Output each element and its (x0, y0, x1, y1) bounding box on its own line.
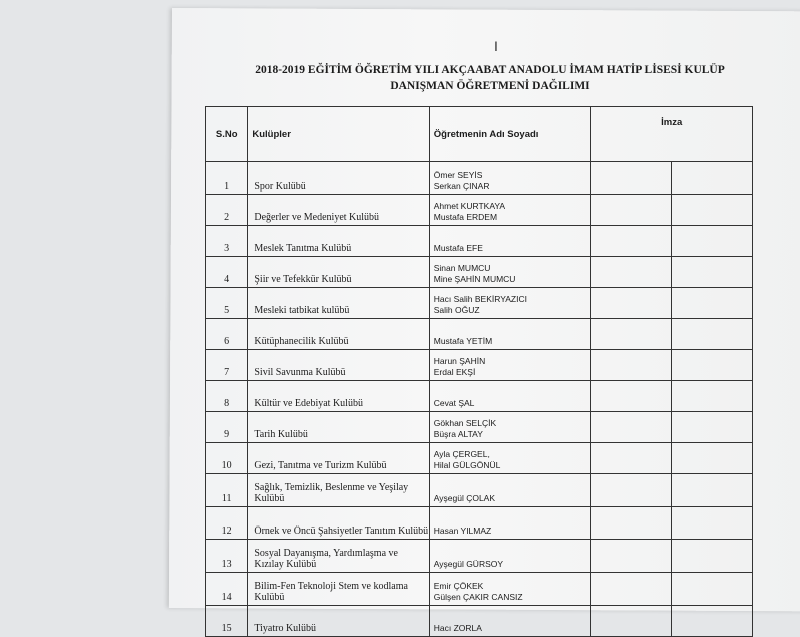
row-number: 2 (206, 195, 248, 226)
club-name: Sağlık, Temizlik, Beslenme ve Yeşilay Kulübü (248, 474, 429, 507)
teacher-name: Sinan MUMCU (433, 263, 491, 273)
teacher-name: Büşra ALTAY (433, 429, 483, 439)
signature-cell-2 (672, 412, 753, 443)
signature-cell-1 (591, 226, 672, 257)
teacher-names (429, 474, 591, 507)
signature-cell-1 (591, 381, 672, 412)
signature-cell-2 (672, 257, 753, 288)
signature-cell-1 (591, 162, 672, 195)
table-row (206, 226, 753, 257)
signature-cell-1 (591, 474, 672, 507)
row-number: 7 (206, 350, 248, 381)
teacher-name: Ayşegül ÇOLAK (433, 493, 496, 503)
table-row (206, 412, 753, 443)
row-number: 15 (206, 606, 248, 637)
document-title (230, 62, 750, 94)
teacher-names (429, 606, 591, 637)
teacher-name: Serkan ÇINAR (433, 181, 490, 191)
header-sno: S.No (206, 107, 248, 162)
teacher-name: Ayla ÇERGEL, (433, 449, 490, 459)
signature-cell-2 (672, 573, 753, 606)
signature-cell-2 (672, 381, 753, 412)
signature-cell-2 (672, 474, 753, 507)
title-line-1: 2018-2019 EĞİTİM ÖĞRETİM YILI AKÇAABAT ANADOLU İMAM HATİP LİSESİ KULÜP (255, 64, 725, 76)
signature-cell-2 (672, 507, 753, 540)
signature-cell-1 (591, 412, 672, 443)
signature-cell-1 (591, 319, 672, 350)
table-row (206, 162, 753, 195)
table-row (206, 540, 753, 573)
signature-cell-2 (672, 162, 753, 195)
row-number: 10 (206, 443, 248, 474)
signature-cell-1 (591, 288, 672, 319)
row-number: 4 (206, 257, 248, 288)
teacher-name: Mustafa ERDEM (433, 212, 498, 222)
signature-cell-1 (591, 443, 672, 474)
teacher-name: Emir ÇÖKEK (433, 581, 484, 591)
teacher-names (429, 540, 591, 573)
teacher-name: Salih OĞUZ (433, 305, 480, 315)
club-name: Tarih Kulübü (248, 412, 429, 443)
signature-cell-2 (672, 226, 753, 257)
table-row (206, 474, 753, 507)
header-sign: İmza (591, 107, 753, 162)
table-row (206, 319, 753, 350)
teacher-names (429, 226, 591, 257)
teacher-name: Hacı ZORLA (433, 623, 482, 633)
teacher-names (429, 573, 591, 606)
signature-cell-2 (672, 540, 753, 573)
row-number: 8 (206, 381, 248, 412)
signature-cell-1 (591, 606, 672, 637)
row-number: 14 (206, 573, 248, 606)
teacher-names (429, 443, 591, 474)
club-name: Gezi, Tanıtma ve Turizm Kulübü (248, 443, 429, 474)
table-row (206, 257, 753, 288)
signature-cell-2 (672, 443, 753, 474)
club-name: Şiir ve Tefekkür Kulübü (248, 257, 429, 288)
club-name: Mesleki tatbikat kulübü (248, 288, 429, 319)
table-row (206, 288, 753, 319)
teacher-name: Harun ŞAHİN (433, 356, 486, 366)
signature-cell-2 (672, 350, 753, 381)
signature-cell-1 (591, 257, 672, 288)
row-number: 12 (206, 507, 248, 540)
table-row (206, 381, 753, 412)
teacher-name: Mustafa YETİM (433, 336, 493, 346)
club-name: Bilim-Fen Teknoloji Stem ve kodlama Kulübü (248, 573, 429, 606)
title-line-2: DANIŞMAN ÖĞRETMENİ DAĞILIMI (390, 80, 590, 92)
club-name: Değerler ve Medeniyet Kulübü (248, 195, 429, 226)
row-number: 1 (206, 162, 248, 195)
table-row (206, 507, 753, 540)
signature-cell-1 (591, 573, 672, 606)
club-name: Sosyal Dayanışma, Yardımlaşma ve Kızılay Kulübü (248, 540, 429, 573)
teacher-name: Hacı Salih BEKİRYAZICI (433, 294, 527, 304)
club-name: Kütüphanecilik Kulübü (248, 319, 429, 350)
teacher-names (429, 507, 591, 540)
club-name: Sivil Savunma Kulübü (248, 350, 429, 381)
teacher-names (429, 412, 591, 443)
teacher-name: Hilal GÜLGÖNÜL (433, 460, 501, 470)
teacher-names (429, 381, 591, 412)
teacher-name: Ayşegül GÜRSOY (433, 559, 504, 569)
teacher-names (429, 257, 591, 288)
teacher-name: Mustafa EFE (433, 243, 483, 253)
header-teacher: Öğretmenin Adı Soyadı (429, 107, 591, 162)
club-name: Tiyatro Kulübü (248, 606, 429, 637)
table-row (206, 195, 753, 226)
club-name: Kültür ve Edebiyat Kulübü (248, 381, 429, 412)
signature-cell-1 (591, 507, 672, 540)
teacher-name: Hasan YILMAZ (433, 526, 492, 536)
club-table (205, 106, 753, 637)
row-number: 5 (206, 288, 248, 319)
signature-cell-2 (672, 288, 753, 319)
table-row (206, 443, 753, 474)
signature-cell-1 (591, 350, 672, 381)
table-row (206, 350, 753, 381)
club-name: Örnek ve Öncü Şahsiyetler Tanıtım Kulübü (248, 507, 429, 540)
teacher-name: Cevat ŞAL (433, 398, 475, 408)
header-club: Kulüpler (248, 107, 429, 162)
signature-cell-2 (672, 195, 753, 226)
teacher-name: Mine ŞAHİN MUMCU (433, 274, 516, 284)
row-number: 6 (206, 319, 248, 350)
teacher-name: Ömer SEYİS (433, 170, 483, 180)
row-number: 3 (206, 226, 248, 257)
row-number: 11 (206, 474, 248, 507)
row-number: 13 (206, 540, 248, 573)
teacher-names (429, 162, 591, 195)
signature-cell-1 (591, 540, 672, 573)
teacher-names (429, 195, 591, 226)
row-number: 9 (206, 412, 248, 443)
teacher-name: Ahmet KURTKAYA (433, 201, 506, 211)
page-mark: I (494, 38, 498, 54)
teacher-name: Erdal EKŞİ (433, 367, 476, 377)
signature-cell-2 (672, 319, 753, 350)
table-row (206, 573, 753, 606)
club-name: Meslek Tanıtma Kulübü (248, 226, 429, 257)
teacher-names (429, 350, 591, 381)
teacher-name: Gökhan SELÇİK (433, 418, 497, 428)
table-row (206, 606, 753, 637)
header-row (206, 107, 753, 162)
signature-cell-2 (672, 606, 753, 637)
teacher-names (429, 288, 591, 319)
teacher-name: Gülşen ÇAKIR CANSIZ (433, 592, 523, 602)
signature-cell-1 (591, 195, 672, 226)
teacher-names (429, 319, 591, 350)
club-name: Spor Kulübü (248, 162, 429, 195)
